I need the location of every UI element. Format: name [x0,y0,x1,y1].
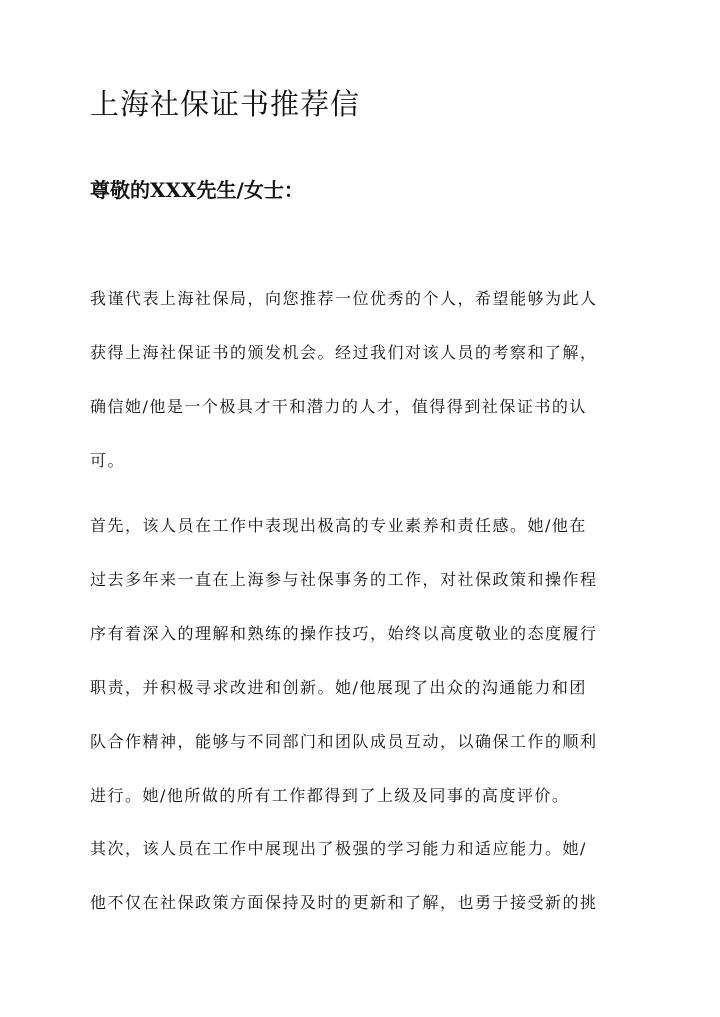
paragraph-3 [90,834,635,942]
paragraph-line: 过去多年来一直在上海参与社保事务的工作，对社保政策和操作程 [90,570,598,589]
paragraph-line: 进行。她/他所做的所有工作都得到了上级及同事的高度评价。 [90,786,570,805]
paragraph-2 [90,511,635,835]
paragraph-line: 队合作精神，能够与不同部门和团队成员互动，以确保工作的顺利 [90,732,598,751]
salutation: 尊敬的XXX先生/女士： [90,178,304,202]
paragraph-line: 获得上海社保证书的颁发机会。经过我们对该人员的考察和了解， [90,343,598,362]
paragraph-line: 他不仅在社保政策方面保持及时的更新和了解，也勇于接受新的挑 [90,893,598,912]
paragraph-line: 我谨代表上海社保局，向您推荐一位优秀的个人，希望能够为此人 [90,289,598,308]
paragraph-line: 首先，该人员在工作中表现出极高的专业素养和责任感。她/他在 [90,516,587,535]
paragraph-line: 序有着深入的理解和熟练的操作技巧，始终以高度敬业的态度履行 [90,624,598,643]
document-title: 上海社保证书推荐信 [90,87,361,121]
paragraph-line: 确信她/他是一个极具才干和潜力的人才，值得得到社保证书的认 [90,397,587,416]
paragraph-1 [90,284,635,500]
paragraph-line: 其次，该人员在工作中展现出了极强的学习能力和适应能力。她/ [90,839,587,858]
paragraph-line: 可。 [90,451,126,470]
paragraph-line: 职责，并积极寻求改进和创新。她/他展现了出众的沟通能力和团 [90,678,587,697]
